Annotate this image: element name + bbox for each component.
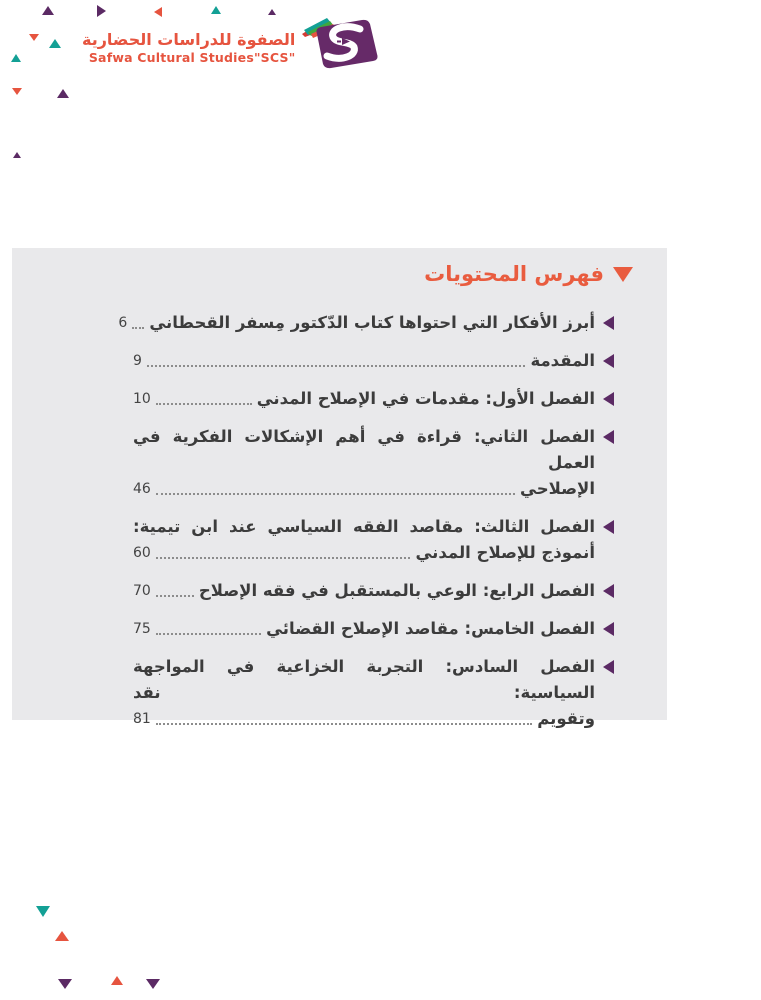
decor-triangle-up-icon [13, 152, 21, 158]
leader-dots [156, 723, 532, 725]
toc-entry [133, 616, 614, 642]
leader-dots [156, 493, 515, 495]
decor-triangle-down-icon [58, 979, 72, 989]
left-triangle-icon [603, 354, 614, 368]
toc-entry-text: الفصل الثالث: مقاصد الفقه السياسي عند ابن تيمية: [133, 517, 595, 536]
toc-entry [133, 654, 614, 732]
page-number: 60 [133, 545, 151, 561]
toc-entry-text: الفصل الأول: مقدمات في الإصلاح المدني [256, 389, 595, 408]
page-number: 75 [133, 621, 151, 637]
page-number: 81 [133, 711, 151, 727]
down-triangle-icon [613, 267, 633, 282]
toc-list [12, 310, 667, 732]
table-of-contents [12, 248, 667, 728]
toc-entry [133, 424, 614, 502]
page-number: 70 [133, 583, 151, 599]
toc-title-row [12, 248, 667, 286]
leader-dots [156, 403, 252, 405]
decor-triangle-down-icon [12, 88, 22, 95]
toc-entry-text: أبرز الأفكار التي احتواها كتاب الدّكتور مِسفر القحطاني [149, 313, 595, 332]
leader-dots [156, 595, 194, 597]
leader-dots [156, 633, 261, 635]
left-triangle-icon [603, 584, 614, 598]
decor-triangle-up-icon [42, 6, 54, 15]
safwa-logo-icon [299, 14, 379, 72]
toc-entry [133, 386, 614, 412]
left-triangle-icon [603, 520, 614, 534]
brand-name-arabic: الصفوة للدراسات الحضارية [82, 30, 296, 50]
page-number: 6 [118, 315, 128, 331]
toc-entry-text: الفصل الثاني: قراءة في أهم الإشكالات الفكرية في العمل [133, 427, 595, 472]
leader-dots [156, 557, 411, 559]
page-number: 46 [133, 481, 151, 497]
decor-triangle-right-icon [97, 5, 106, 17]
page-number: 9 [133, 353, 142, 369]
decor-triangle-up-icon [57, 89, 69, 98]
toc-entry-text: الفصل السادس: التجربة الخزاعية في المواجهة السياسية: نقد [133, 657, 595, 702]
brand-logo-text [82, 20, 295, 66]
decor-triangle-up-icon [49, 39, 61, 48]
toc-entry-text: الفصل الخامس: مقاصد الإصلاح القضائي [266, 619, 595, 638]
decor-triangle-up-icon [211, 6, 221, 14]
page-number: 10 [133, 391, 151, 407]
brand-name-english: Safwa Cultural Studies"SCS" [88, 50, 296, 66]
decor-triangle-left-icon [154, 7, 162, 17]
left-triangle-icon [603, 392, 614, 406]
left-triangle-icon [603, 660, 614, 674]
toc-entry-text: الإصلاحي [520, 479, 595, 498]
decor-triangle-up-icon [55, 931, 69, 941]
toc-entry [133, 578, 614, 604]
toc-entry [133, 348, 614, 374]
leader-dots [147, 365, 526, 367]
leader-dots [132, 327, 144, 329]
decor-triangle-up-icon [268, 9, 276, 15]
toc-entry-text: أنموذج للإصلاح المدني [415, 543, 595, 562]
left-triangle-icon [603, 622, 614, 636]
left-triangle-icon [603, 316, 614, 330]
decor-triangle-down-icon [146, 979, 160, 989]
toc-entry-text: المقدمة [530, 351, 595, 370]
toc-entry-text: الفصل الرابع: الوعي بالمستقبل في فقه الإصلاح [198, 581, 595, 600]
toc-title: فهرس المحتويات [424, 262, 604, 286]
toc-entry-text: وتقويم [537, 709, 595, 728]
decor-triangle-down-icon [29, 34, 39, 41]
decor-triangle-up-icon [111, 976, 123, 985]
left-triangle-icon [603, 430, 614, 444]
decor-triangle-up-icon [11, 54, 21, 62]
decor-triangle-down-icon [36, 906, 50, 917]
toc-entry [133, 514, 614, 566]
toc-entry [118, 310, 614, 336]
brand-logo [82, 14, 379, 72]
